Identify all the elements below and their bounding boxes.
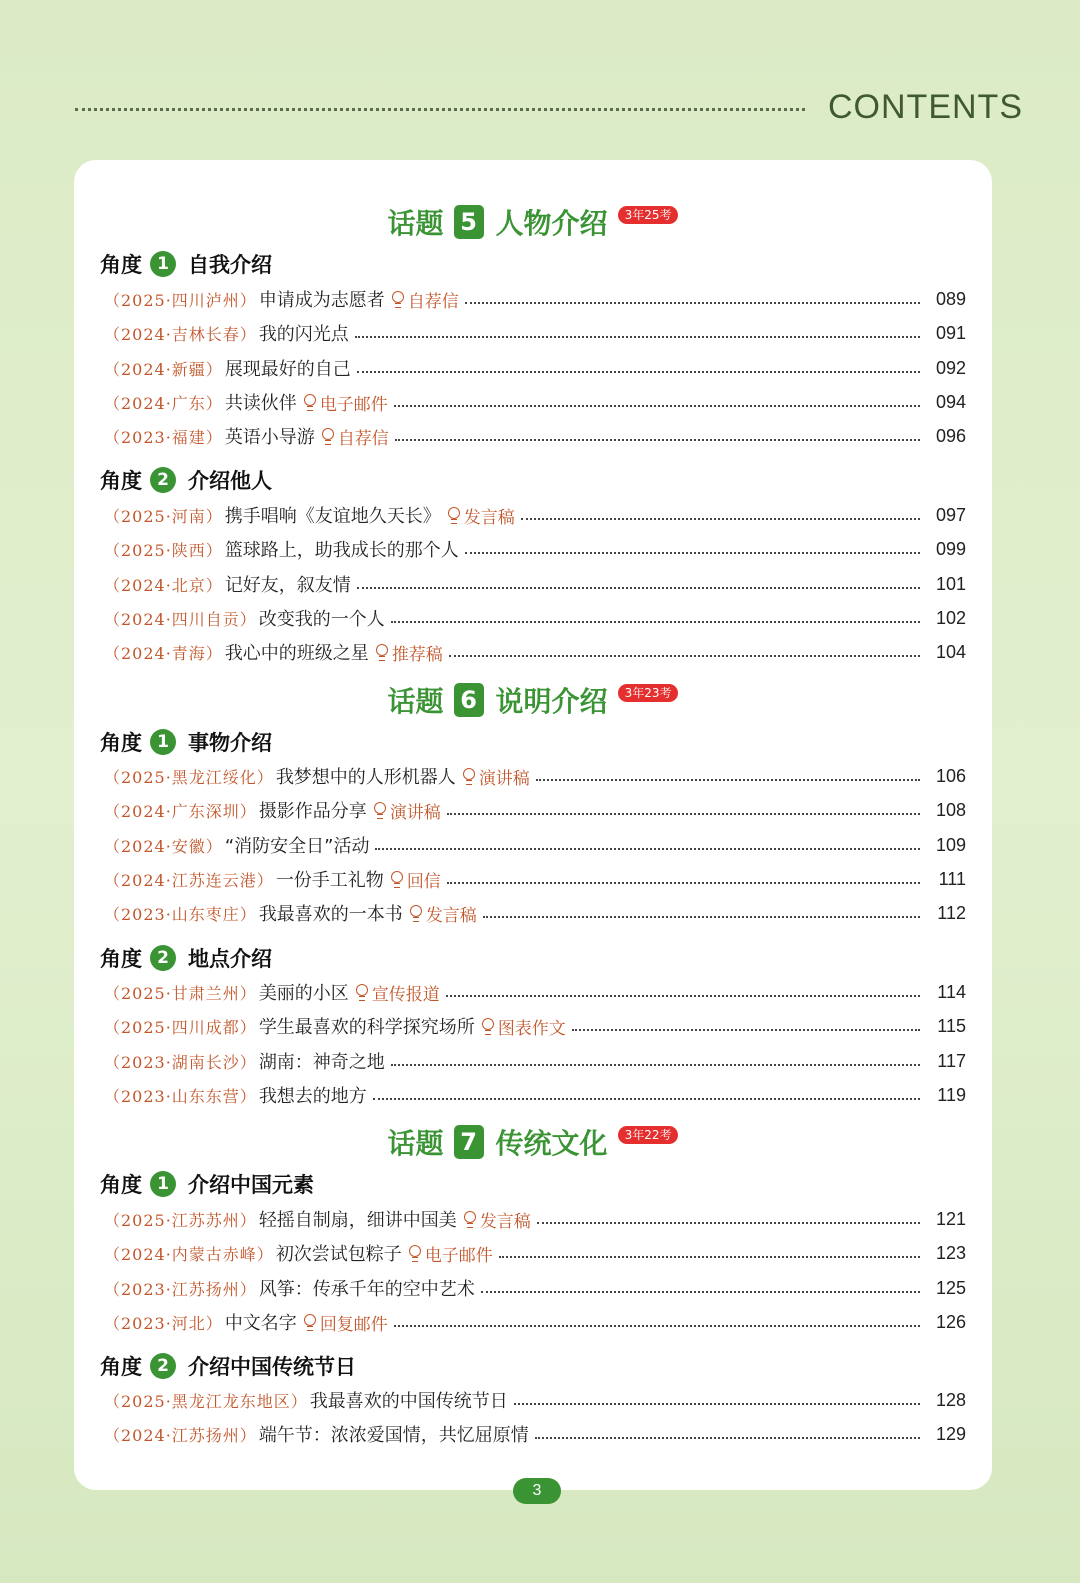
dot-leader (465, 302, 920, 304)
dot-leader (483, 916, 920, 918)
lightbulb-icon (390, 870, 404, 888)
entry-page: 111 (938, 868, 966, 889)
entry-genre-label: 演讲稿 (478, 768, 530, 789)
entry-title: 携手唱响《友谊地久天长》 (224, 506, 441, 527)
angle-heading (100, 726, 272, 758)
toc-entry[interactable] (104, 1204, 966, 1234)
dot-leader (357, 371, 920, 373)
dot-leader (355, 336, 920, 338)
lightbulb-icon (408, 1244, 422, 1262)
lightbulb-icon (321, 427, 335, 445)
entry-genre-tag (463, 1207, 531, 1232)
entry-genre-label: 回复邮件 (319, 1314, 388, 1335)
entry-page: 112 (937, 902, 966, 923)
entry-genre-label: 发言稿 (463, 507, 515, 528)
topic-name: 传统文化 (495, 1127, 608, 1160)
toc-entry[interactable] (104, 421, 966, 451)
entry-page: 126 (935, 1311, 966, 1332)
entry-source: （2024·青海） (104, 643, 223, 663)
entry-source: （2024·内蒙古赤峰） (104, 1244, 274, 1264)
toc-entry[interactable] (104, 569, 966, 599)
entry-genre-tag (481, 1014, 566, 1039)
angle-word: 角度 (100, 1173, 142, 1197)
entry-genre-tag (447, 503, 515, 528)
angle-name: 地点介绍 (188, 947, 272, 971)
entry-source: （2024·广东深圳） (104, 801, 257, 821)
entry-page: 091 (935, 322, 966, 343)
entry-source: （2025·黑龙江绥化） (104, 767, 274, 787)
topic-number: 5 (454, 205, 484, 239)
entry-title: 初次尝试包粽子 (275, 1244, 402, 1265)
entry-page: 092 (935, 357, 966, 378)
entry-genre-label: 推荐稿 (391, 644, 443, 665)
topic-name: 说明介绍 (495, 685, 608, 718)
contents-title: CONTENTS (828, 88, 1023, 126)
dot-leader (447, 813, 920, 815)
angle-name: 介绍中国元素 (188, 1173, 314, 1197)
angle-word: 角度 (100, 731, 142, 755)
toc-entry[interactable] (104, 1307, 966, 1337)
entry-source: （2023·山东东营） (104, 1086, 257, 1106)
entry-title: 端午节：浓浓爱国情，共忆屈原情 (258, 1425, 529, 1446)
entry-title: 风筝：传承千年的空中艺术 (258, 1279, 475, 1300)
entry-source: （2024·新疆） (104, 359, 223, 379)
entry-page: 099 (935, 538, 966, 559)
lightbulb-icon (373, 801, 387, 819)
toc-entry[interactable] (104, 761, 966, 791)
topic-number: 6 (454, 683, 484, 717)
entry-source: （2024·北京） (104, 575, 223, 595)
entry-page: 115 (937, 1015, 966, 1036)
entry-title: 改变我的一个人 (258, 609, 385, 630)
toc-entry[interactable] (104, 977, 966, 1007)
angle-number: 1 (150, 1171, 176, 1197)
entry-page: 121 (935, 1208, 966, 1229)
entry-source: （2024·吉林长春） (104, 324, 257, 344)
entry-page: 096 (935, 425, 966, 446)
entry-source: （2025·陕西） (104, 540, 223, 560)
entry-source: （2024·江苏扬州） (104, 1425, 257, 1445)
entry-source: （2025·四川泸州） (104, 290, 257, 310)
entry-genre-tag (373, 798, 441, 823)
entry-source: （2024·江苏连云港） (104, 870, 274, 890)
toc-entry[interactable] (104, 284, 966, 314)
dot-leader (394, 1325, 920, 1327)
entry-genre-label: 发言稿 (479, 1211, 531, 1232)
angle-number: 1 (150, 729, 176, 755)
header-dotted-rule (75, 108, 805, 111)
angle-number: 1 (150, 251, 176, 277)
entry-source: （2023·山东枣庄） (104, 904, 257, 924)
entry-genre-label: 图表作文 (497, 1018, 566, 1039)
toc-entry[interactable] (104, 1385, 966, 1415)
entry-source: （2024·四川自贡） (104, 609, 257, 629)
angle-name: 事物介绍 (188, 731, 272, 755)
topic-word: 话题 (387, 207, 444, 240)
entry-genre-label: 回信 (406, 871, 441, 892)
toc-entry[interactable] (104, 1046, 966, 1076)
entry-source: （2025·甘肃兰州） (104, 983, 257, 1003)
angle-word: 角度 (100, 469, 142, 493)
entry-genre-label: 宣传报道 (371, 984, 440, 1005)
entry-genre-tag (321, 424, 389, 449)
toc-entry[interactable] (104, 1011, 966, 1041)
topic-number: 7 (454, 1125, 484, 1159)
angle-name: 介绍中国传统节日 (188, 1355, 356, 1379)
dot-leader (357, 587, 920, 589)
entry-title: 一份手工礼物 (275, 870, 384, 891)
dot-leader (395, 439, 920, 441)
entry-page: 128 (935, 1389, 966, 1410)
toc-entry[interactable] (104, 1080, 966, 1110)
entry-genre-tag (462, 764, 530, 789)
angle-heading (100, 1350, 356, 1382)
toc-entry[interactable] (104, 318, 966, 348)
entry-genre-label: 自荐信 (337, 428, 389, 449)
toc-entry[interactable] (104, 603, 966, 633)
lightbulb-icon (481, 1017, 495, 1035)
entry-source: （2025·黑龙江龙东地区） (104, 1391, 308, 1411)
toc-entry[interactable] (104, 1238, 966, 1268)
angle-number: 2 (150, 945, 176, 971)
entry-title: 轻摇自制扇，细讲中国美 (258, 1210, 457, 1231)
topic-heading (74, 200, 992, 244)
entry-title: 摄影作品分享 (258, 801, 367, 822)
entry-title: 我心中的班级之星 (224, 643, 369, 664)
entry-title: 湖南：神奇之地 (258, 1052, 385, 1073)
entry-genre-label: 电子邮件 (424, 1245, 493, 1266)
entry-genre-tag (303, 390, 388, 415)
dot-leader (446, 995, 920, 997)
entry-page: 123 (935, 1242, 966, 1263)
entry-title: 记好友，叙友情 (224, 575, 351, 596)
topic-name: 人物介绍 (495, 207, 608, 240)
entry-page: 101 (935, 573, 966, 594)
angle-name: 介绍他人 (188, 469, 272, 493)
toc-entry[interactable] (104, 864, 966, 894)
toc-entry[interactable] (104, 637, 966, 667)
entry-source: （2024·安徽） (104, 836, 223, 856)
angle-word: 角度 (100, 947, 142, 971)
page-number: 3 (513, 1478, 561, 1504)
entry-genre-label: 自荐信 (407, 291, 459, 312)
entry-title: 英语小导游 (224, 427, 315, 448)
entry-genre-tag (408, 1241, 493, 1266)
lightbulb-icon (303, 393, 317, 411)
entry-page: 102 (935, 607, 966, 628)
dot-leader (481, 1291, 920, 1293)
toc-entry[interactable] (104, 898, 966, 928)
toc-entry[interactable] (104, 534, 966, 564)
entry-title: 我的闪光点 (258, 324, 349, 345)
entry-genre-label: 演讲稿 (389, 802, 441, 823)
dot-leader (499, 1256, 920, 1258)
toc-entry[interactable] (104, 1419, 966, 1449)
entry-genre-tag (355, 980, 440, 1005)
lightbulb-icon (355, 983, 369, 1001)
lightbulb-icon (391, 290, 405, 308)
entry-page: 108 (935, 799, 966, 820)
entry-page: 089 (935, 288, 966, 309)
angle-name: 自我介绍 (188, 253, 272, 277)
entry-source: （2023·湖南长沙） (104, 1052, 257, 1072)
angle-number: 2 (150, 1353, 176, 1379)
entry-source: （2024·广东） (104, 393, 223, 413)
angle-word: 角度 (100, 253, 142, 277)
lightbulb-icon (447, 506, 461, 524)
entry-title: 展现最好的自己 (224, 359, 351, 380)
toc-entry[interactable] (104, 830, 966, 860)
entry-title: “消防安全日”活动 (224, 836, 370, 857)
entry-title: 美丽的小区 (258, 983, 349, 1004)
dot-leader (572, 1029, 920, 1031)
entry-page: 094 (935, 391, 966, 412)
dot-leader (447, 882, 920, 884)
angle-number: 2 (150, 467, 176, 493)
entry-genre-tag (390, 867, 441, 892)
topic-heading (74, 678, 992, 722)
lightbulb-icon (462, 767, 476, 785)
toc-entry[interactable] (104, 795, 966, 825)
entry-source: （2025·江苏苏州） (104, 1210, 257, 1230)
entry-source: （2023·河北） (104, 1313, 223, 1333)
entry-title: 我梦想中的人形机器人 (275, 767, 456, 788)
entry-title: 申请成为志愿者 (258, 290, 385, 311)
angle-heading (100, 464, 272, 496)
entry-page: 106 (935, 765, 966, 786)
topic-badge: 3年22考 (618, 1126, 679, 1144)
entry-genre-tag (375, 640, 443, 665)
entry-page: 117 (937, 1050, 966, 1071)
entry-genre-tag (391, 287, 459, 312)
dot-leader (394, 405, 920, 407)
toc-entry[interactable] (104, 1273, 966, 1303)
lightbulb-icon (375, 643, 389, 661)
topic-badge: 3年25考 (618, 206, 679, 224)
angle-heading (100, 248, 272, 280)
entry-title: 共读伙伴 (224, 393, 297, 414)
dot-leader (537, 1222, 920, 1224)
dot-leader (391, 621, 920, 623)
entry-title: 我最喜欢的中国传统节日 (309, 1391, 508, 1412)
entry-genre-label: 发言稿 (425, 905, 477, 926)
contents-card (74, 160, 992, 1490)
entry-page: 119 (937, 1084, 966, 1105)
entry-page: 129 (935, 1423, 966, 1444)
entry-page: 104 (935, 641, 966, 662)
entry-source: （2025·四川成都） (104, 1017, 257, 1037)
entry-title: 学生最喜欢的科学探究场所 (258, 1017, 475, 1038)
entry-page: 114 (937, 981, 966, 1002)
angle-heading (100, 1168, 314, 1200)
dot-leader (391, 1064, 920, 1066)
toc-entry[interactable] (104, 353, 966, 383)
entry-page: 125 (935, 1277, 966, 1298)
topic-word: 话题 (387, 685, 444, 718)
topic-heading (74, 1120, 992, 1164)
entry-title: 我最喜欢的一本书 (258, 904, 403, 925)
entry-source: （2023·江苏扬州） (104, 1279, 257, 1299)
lightbulb-icon (463, 1210, 477, 1228)
topic-word: 话题 (387, 1127, 444, 1160)
entry-title: 我想去的地方 (258, 1086, 367, 1107)
dot-leader (536, 779, 920, 781)
toc-entry[interactable] (104, 387, 966, 417)
entry-genre-tag (303, 1310, 388, 1335)
entry-source: （2023·福建） (104, 427, 223, 447)
dot-leader (465, 552, 920, 554)
entry-genre-tag (409, 901, 477, 926)
dot-leader (449, 655, 920, 657)
entry-source: （2025·河南） (104, 506, 223, 526)
entry-title: 篮球路上，助我成长的那个人 (224, 540, 459, 561)
dot-leader (514, 1403, 920, 1405)
dot-leader (535, 1437, 920, 1439)
entry-title: 中文名字 (224, 1313, 297, 1334)
lightbulb-icon (409, 904, 423, 922)
toc-entry[interactable] (104, 500, 966, 530)
topic-badge: 3年23考 (618, 684, 679, 702)
dot-leader (375, 848, 920, 850)
dot-leader (373, 1098, 920, 1100)
entry-page: 109 (935, 834, 966, 855)
angle-heading (100, 942, 272, 974)
entry-genre-label: 电子邮件 (319, 394, 388, 415)
angle-word: 角度 (100, 1355, 142, 1379)
dot-leader (521, 518, 920, 520)
lightbulb-icon (303, 1313, 317, 1331)
entry-page: 097 (935, 504, 966, 525)
